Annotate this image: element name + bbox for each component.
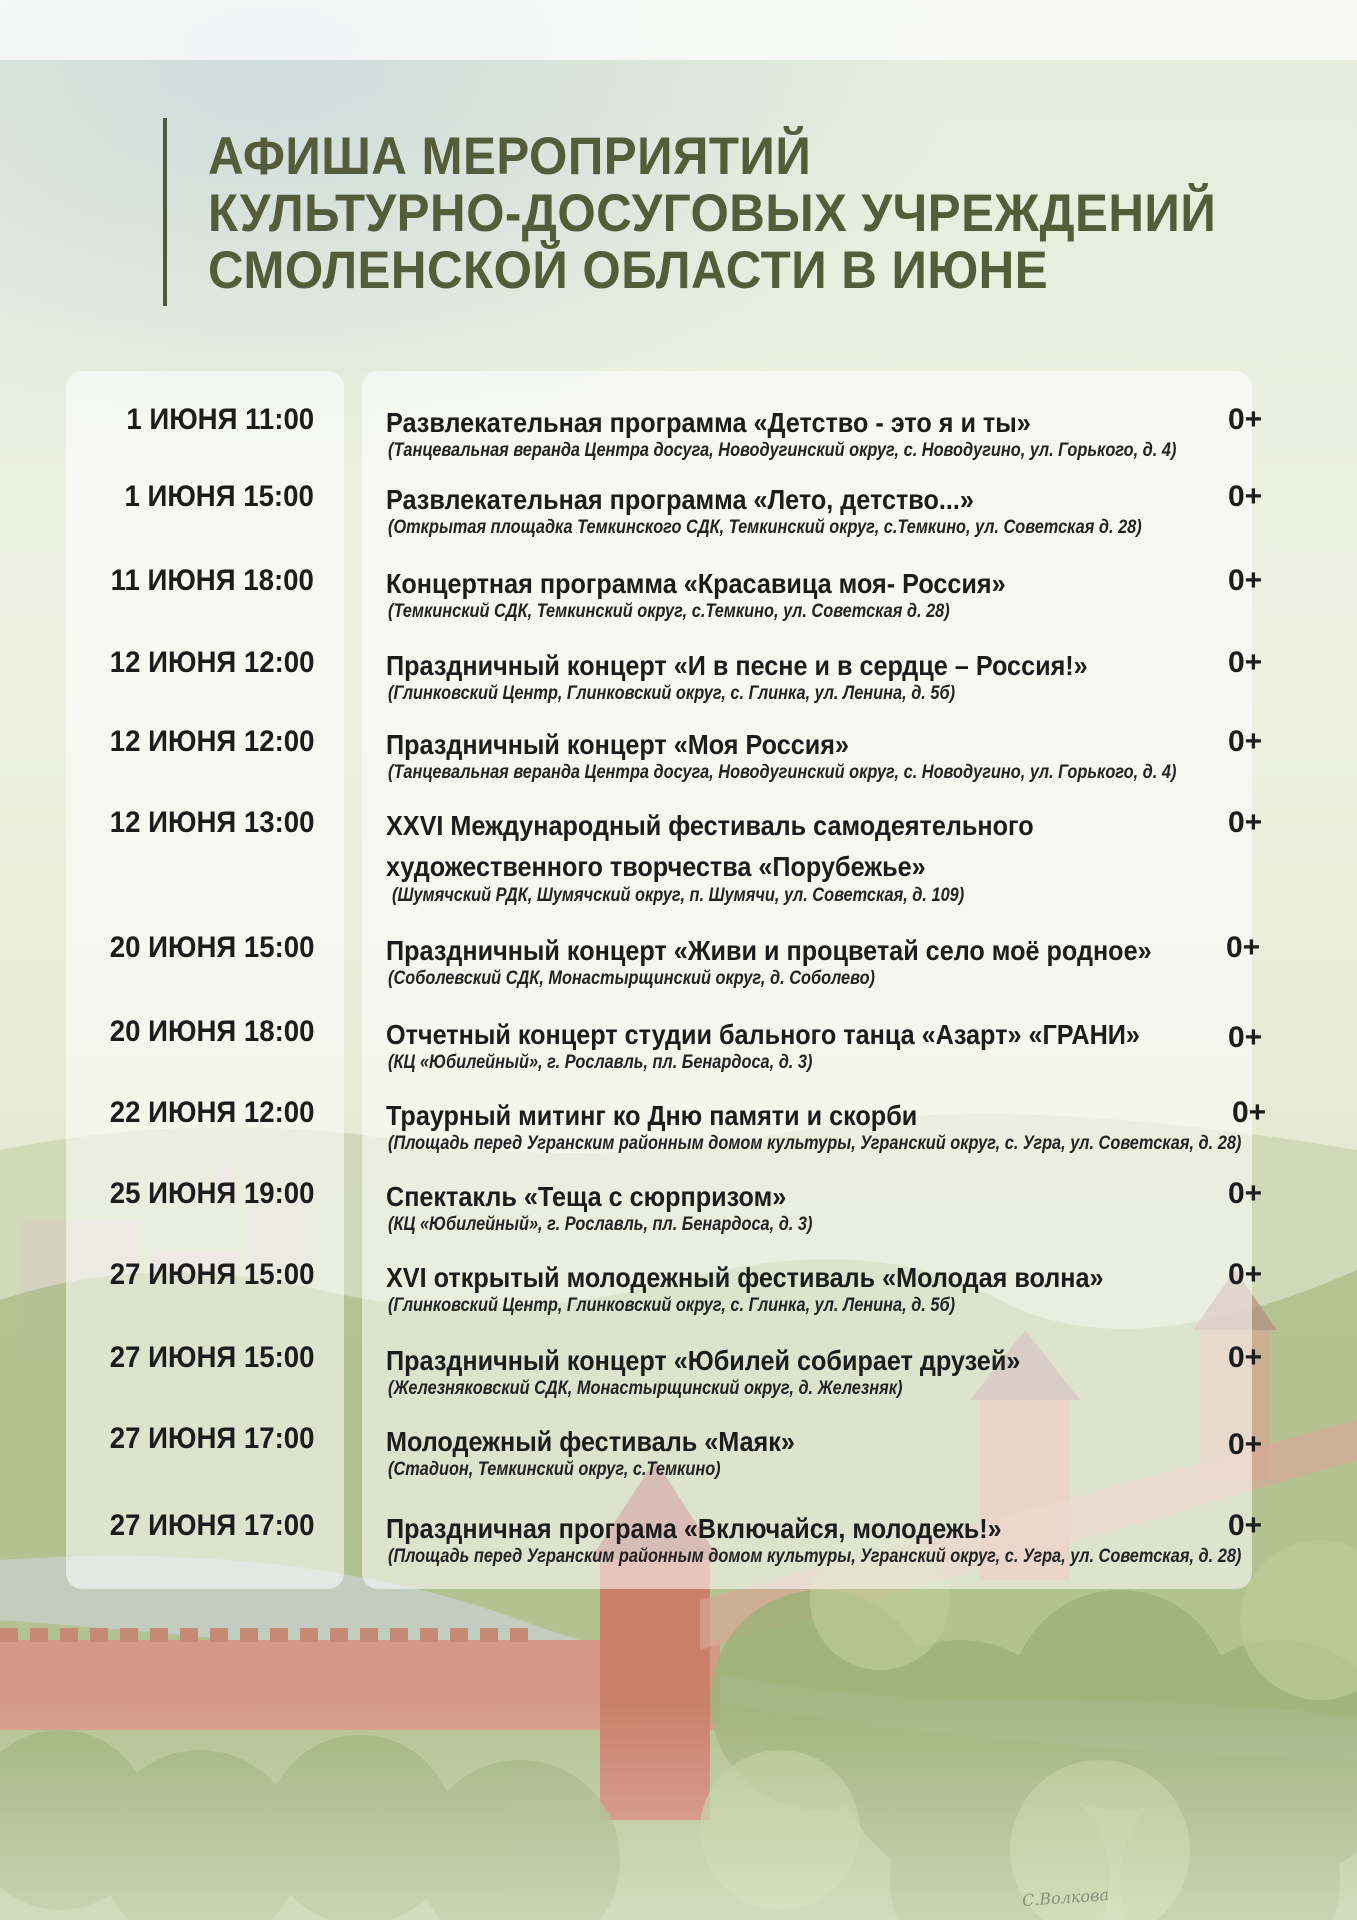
event-age-rating: 0+ [1228, 480, 1263, 513]
event-place: (Железняковский СДК, Монастырщинский округ, д. Железняк) [388, 1378, 903, 1399]
event-name: Концертная программа «Красавица моя- Россия» [386, 568, 1006, 599]
event-name: Развлекательная программа «Лето, детство...» [386, 484, 974, 515]
event-date: 12 ИЮНЯ 13:00 [109, 806, 314, 839]
event-age-rating: 0+ [1228, 1177, 1263, 1210]
event-age-rating: 0+ [1228, 1341, 1263, 1374]
event-place: (Площадь перед Угранским районным домом культуры, Угранский округ, с. Угра, ул. Советская, д. 28) [388, 1546, 1242, 1567]
event-date: 12 ИЮНЯ 12:00 [109, 725, 314, 758]
event-place: (Глинковский Центр, Глинковский округ, с. Глинка, ул. Ленина, д. 5б) [388, 1295, 956, 1316]
event-date: 20 ИЮНЯ 15:00 [109, 931, 314, 964]
event-date: 11 ИЮНЯ 18:00 [110, 564, 314, 597]
event-name-continued: художественного творчества «Порубежье» [386, 851, 926, 882]
event-place: (КЦ «Юбилейный», г. Рославль, пл. Бенардоса, д. 3) [388, 1052, 813, 1073]
event-date: 27 ИЮНЯ 15:00 [109, 1341, 314, 1374]
event-name: Праздничный концерт «И в песне и в сердце – Россия!» [386, 650, 1088, 681]
title-line-2: КУЛЬТУРНО-ДОСУГОВЫХ УЧРЕЖДЕНИЙ [208, 184, 1217, 243]
event-date: 22 ИЮНЯ 12:00 [109, 1096, 314, 1129]
event-age-rating: 0+ [1228, 646, 1263, 679]
event-name: Развлекательная программа «Детство - это я и ты» [386, 407, 1031, 438]
event-name: Молодежный фестиваль «Маяк» [386, 1426, 795, 1457]
event-age-rating: 0+ [1228, 1021, 1263, 1054]
event-name: Праздничная програма «Включайся, молодежь!» [386, 1513, 1002, 1544]
page-title [208, 128, 1318, 299]
artist-signature: С.Волкова [1021, 1884, 1110, 1911]
event-date: 1 ИЮНЯ 15:00 [124, 480, 314, 513]
event-age-rating: 0+ [1228, 725, 1263, 758]
event-name: Праздничный концерт «Моя Россия» [386, 729, 849, 760]
event-age-rating: 0+ [1228, 403, 1263, 436]
event-place: (Танцевальная веранда Центра досуга, Новодугинский округ, с. Новодугино, ул. Горького, д. 4) [388, 762, 1177, 783]
event-place: (Соболевский СДК, Монастырщинский округ, д. Соболево) [388, 968, 876, 989]
title-accent-bar [163, 118, 167, 306]
event-age-rating: 0+ [1228, 806, 1263, 839]
event-date: 27 ИЮНЯ 17:00 [109, 1509, 314, 1542]
event-name: Спектакль «Теща с сюрпризом» [386, 1181, 787, 1212]
event-place: (Стадион, Темкинский округ, с.Темкино) [388, 1459, 721, 1480]
event-name: Праздничный концерт «Живи и процветай село моё родное» [386, 935, 1152, 966]
event-place: (Глинковский Центр, Глинковский округ, с. Глинка, ул. Ленина, д. 5б) [388, 683, 956, 704]
event-name: XVI открытый молодежный фестиваль «Молодая волна» [386, 1262, 1104, 1293]
event-age-rating: 0+ [1232, 1096, 1267, 1129]
event-name: Праздничный концерт «Юбилей собирает друзей» [386, 1345, 1021, 1376]
event-name: Траурный митинг ко Дню памяти и скорби [386, 1100, 918, 1131]
event-age-rating: 0+ [1228, 1428, 1263, 1461]
event-date: 25 ИЮНЯ 19:00 [109, 1177, 314, 1210]
title-line-1: АФИША МЕРОПРИЯТИЙ [208, 127, 812, 186]
event-place: (Танцевальная веранда Центра досуга, Новодугинский округ, с. Новодугино, ул. Горького, д. 4) [388, 440, 1177, 461]
event-date: 20 ИЮНЯ 18:00 [109, 1015, 314, 1048]
event-place: (Открытая площадка Темкинского СДК, Темкинский округ, с.Темкино, ул. Советская д. 28) [388, 517, 1142, 538]
event-date: 1 ИЮНЯ 11:00 [126, 403, 314, 436]
event-age-rating: 0+ [1226, 931, 1261, 964]
event-place: (КЦ «Юбилейный», г. Рославль, пл. Бенардоса, д. 3) [388, 1214, 813, 1235]
event-name: Отчетный концерт студии бального танца «Азарт» «ГРАНИ» [386, 1019, 1140, 1050]
event-place: (Темкинский СДК, Темкинский округ, с.Темкино, ул. Советская д. 28) [388, 601, 950, 622]
event-name: XXVI Международный фестиваль самодеятельного [386, 810, 1034, 841]
title-line-3: СМОЛЕНСКОЙ ОБЛАСТИ В ИЮНЕ [208, 241, 1049, 300]
event-place: (Площадь перед Угранским районным домом культуры, Угранский округ, с. Угра, ул. Советская, д. 28) [388, 1133, 1242, 1154]
event-date: 27 ИЮНЯ 17:00 [109, 1422, 314, 1455]
event-date: 27 ИЮНЯ 15:00 [109, 1258, 314, 1291]
event-date: 12 ИЮНЯ 12:00 [109, 646, 314, 679]
event-place: (Шумячский РДК, Шумячский округ, п. Шумячи, ул. Советская, д. 109) [392, 885, 965, 906]
dates-panel [66, 371, 344, 1589]
event-age-rating: 0+ [1228, 564, 1263, 597]
event-age-rating: 0+ [1228, 1258, 1263, 1291]
event-age-rating: 0+ [1228, 1509, 1263, 1542]
